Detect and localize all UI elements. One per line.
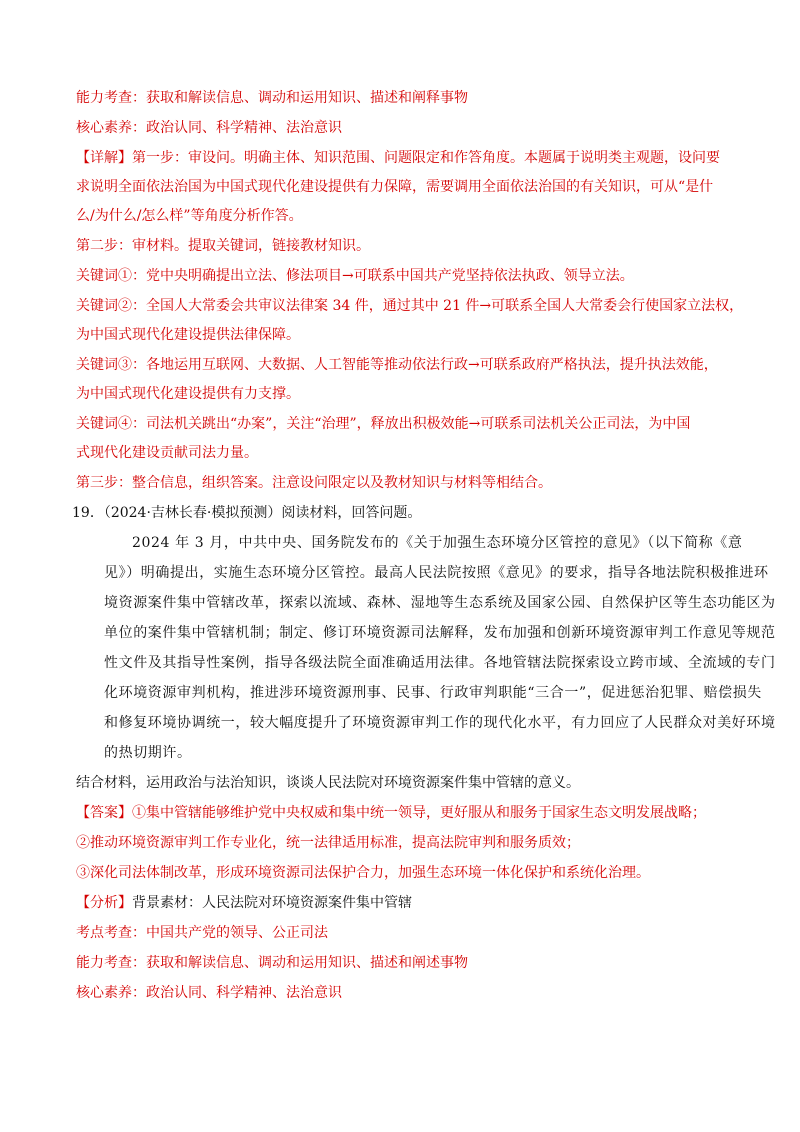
material-line-7: 和修复环境协调统一，较大幅度提升了环境资源审判工作的现代化水平，有力回应了人民群众对美好环境 [104, 715, 776, 731]
question-header: 19．（2024·吉林长春·模拟预测）阅读材料，回答问题。 [72, 505, 422, 521]
material-line-5: 性文件及其指导性案例，指导各级法院全面准确适用法律。各地管辖法院探索设立跨市域、全流域的专门 [104, 655, 776, 671]
detail-line-1 [76, 148, 726, 168]
detail-line-3: 么/为什么/怎么样”等角度分析作答。 [76, 208, 303, 224]
keyword2-line-1: 关键词②：全国人大常委会共审议法律案 34 件，通过其中 21 件→可联系全国人大常委会行使国家立法权， [76, 298, 744, 314]
step2-line: 第二步：审材料。提取关键词，链接教材知识。 [76, 238, 370, 254]
analysis-ability: 能力考查：获取和解读信息、调动和运用知识、描述和阐述事物 [76, 955, 468, 971]
answer-text-1: ①集中管辖能够维护党中央权威和集中统一领导，更好服从和服务于国家生态文明发展战略； [132, 805, 706, 821]
material-line-2: 见》）明确提出，实施生态环境分区管控。最高人民法院按照《意见》的要求，指导各地法院积极推进环 [104, 565, 769, 581]
material-line-1: 2024 年 3 月，中共中央、国务院发布的《关于加强生态环境分区管控的意见》（以下简称《意 [132, 535, 743, 551]
core-literacy-line: 核心素养：政治认同、科学精神、法治意识 [76, 120, 342, 136]
detail-tag: 【详解】 [76, 150, 132, 166]
material-block [76, 533, 776, 763]
keyword2-block [76, 296, 744, 345]
keyword3-line-2: 为中国式现代化建设提供有力支撑。 [76, 386, 300, 402]
analysis-core: 核心素养：政治认同、科学精神、法治意识 [76, 985, 342, 1001]
answer-line-2: ②推动环境资源审判工作专业化，统一法律适用标准，提高法院审判和服务质效； [76, 835, 580, 851]
keyword4-line-1: 关键词④：司法机关跳出“办案”，关注“治理”，释放出积极效能→可联系司法机关公正司法，为中国 [76, 416, 691, 432]
detail-line-2: 求说明全面依法治国为中国式现代化建设提供有力保障，需要调用全面依法治国的有关知识，可从“是什 [76, 179, 714, 195]
detail-block [76, 148, 726, 226]
ability-line: 能力考查：获取和解读信息、调动和运用知识、描述和阐释事物 [76, 90, 468, 106]
analysis-line [76, 893, 726, 913]
material-line-4: 单位的案件集中管辖机制；制定、修订环境资源司法解释，发布加强和创新环境资源审判工作意见等规范 [104, 625, 776, 641]
answer-tag: 【答案】 [76, 805, 132, 821]
answer-line-1 [76, 803, 726, 823]
keyword4-block [76, 414, 726, 463]
question-prompt: 结合材料，运用政治与法治知识，谈谈人民法院对环境资源案件集中管辖的意义。 [76, 775, 580, 791]
material-line-6: 化环境资源审判机构，推进涉环境资源刑事、民事、行政审判职能“三合一”，促进惩治犯罪、赔偿损失 [104, 685, 762, 701]
material-line-3: 境资源案件集中管辖改革，探索以流域、森林、湿地等生态系统及国家公园、自然保护区等生态功能区为 [104, 595, 776, 611]
step3-line: 第三步：整合信息，组织答案。注意设问限定以及教材知识与材料等相结合。 [76, 475, 552, 491]
answer-line-3: ③深化司法体制改革，形成环境资源司法保护合力，加强生态环境一体化保护和系统化治理。 [76, 865, 650, 881]
detail-text-1: 第一步：审设问。明确主体、知识范围、问题限定和作答角度。本题属于说明类主观题，设问要 [132, 150, 720, 166]
analysis-tag: 【分析】 [76, 895, 132, 911]
keyword4-line-2: 式现代化建设贡献司法力量。 [76, 445, 258, 461]
keyword1-line: 关键词①：党中央明确提出立法、修法项目→可联系中国共产党坚持依法执政、领导立法。 [76, 268, 634, 284]
analysis-points: 考点考查：中国共产党的领导、公正司法 [76, 925, 328, 941]
analysis-background: 背景素材：人民法院对环境资源案件集中管辖 [132, 895, 412, 911]
keyword3-block [76, 355, 726, 404]
keyword2-line-2: 为中国式现代化建设提供法律保障。 [76, 327, 300, 343]
material-line-8: 的热切期许。 [104, 745, 192, 761]
document-page [72, 88, 776, 1013]
keyword3-line-1: 关键词③：各地运用互联网、大数据、人工智能等推动依法行政→可联系政府严格执法，提升执法效能， [76, 357, 718, 373]
